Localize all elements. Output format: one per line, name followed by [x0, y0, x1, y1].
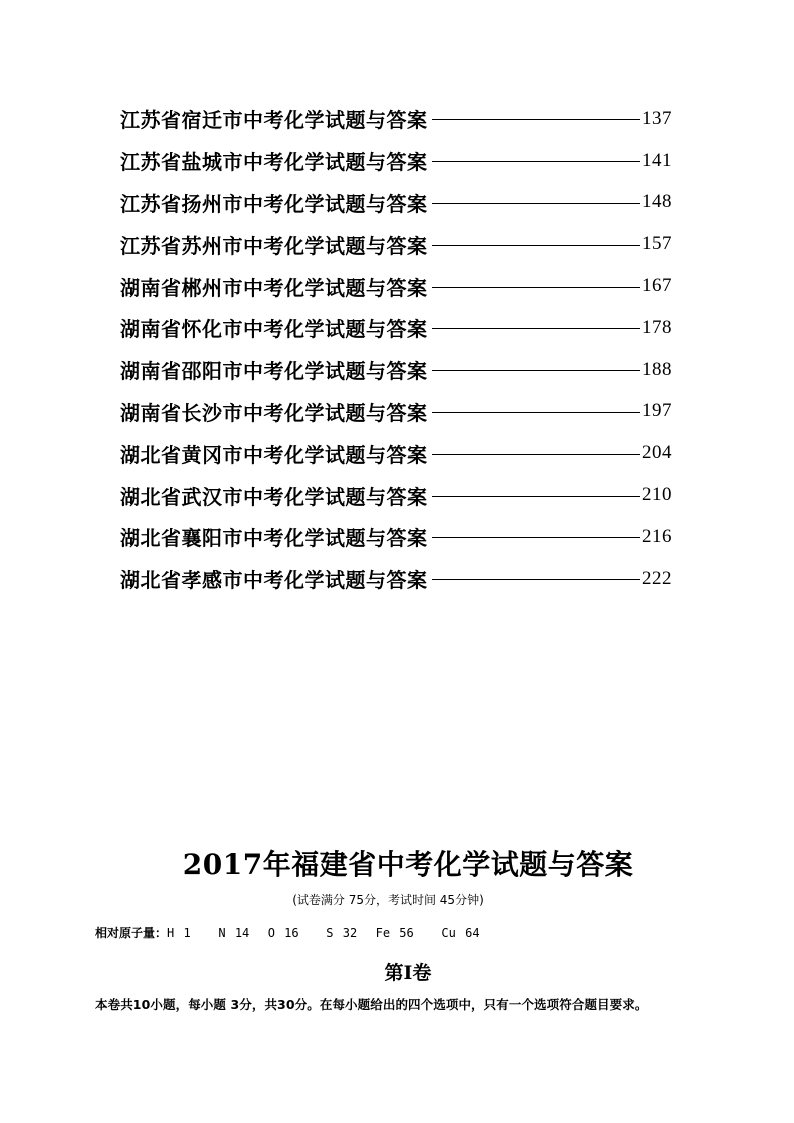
- toc-leader-line: [432, 245, 641, 246]
- toc-leader-line: [432, 537, 641, 538]
- toc-entry-page: 216: [642, 525, 672, 547]
- exam-title: 2017年福建省中考化学试题与答案: [182, 848, 634, 881]
- toc-entry: [120, 432, 680, 474]
- toc-entry-title: 江苏省盐城市中考化学试题与答案: [120, 150, 428, 175]
- toc-entry-title: 湖南省长沙市中考化学试题与答案: [120, 400, 428, 425]
- toc-leader-line: [432, 328, 641, 329]
- toc-leader-line: [432, 119, 641, 120]
- toc-leader-line: [432, 287, 641, 288]
- toc-entry-title: 湖南省邵阳市中考化学试题与答案: [120, 359, 428, 384]
- toc-entry-title: 湖南省怀化市中考化学试题与答案: [120, 317, 428, 342]
- toc-leader-line: [432, 161, 641, 162]
- toc-entry: [120, 474, 680, 516]
- toc-entry-page: 188: [642, 358, 672, 380]
- toc-entry: [120, 516, 680, 558]
- toc-entry-page: 204: [642, 442, 672, 464]
- toc-entry-title: 江苏省苏州市中考化学试题与答案: [120, 233, 428, 258]
- toc-entry: [120, 558, 680, 600]
- toc-leader-line: [432, 203, 641, 204]
- toc-entry-title: 湖北省襄阳市中考化学试题与答案: [120, 526, 428, 551]
- toc-entry-page: 178: [642, 316, 672, 338]
- toc-entry-page: 222: [642, 567, 672, 589]
- toc-entry: [120, 391, 680, 433]
- toc-entry-page: 167: [642, 275, 672, 297]
- toc-entry: [120, 307, 680, 349]
- toc-leader-line: [432, 496, 641, 497]
- toc-entry-title: 江苏省扬州市中考化学试题与答案: [120, 191, 428, 216]
- toc-entry-page: 141: [642, 149, 672, 171]
- toc-leader-line: [432, 454, 641, 455]
- section-instructions: 本卷共10小题，每小题 3分，共30分。在每小题给出的四个选项中，只有一个选项符合题目要求。: [95, 997, 648, 1012]
- toc-entry-title: 湖北省武汉市中考化学试题与答案: [120, 484, 428, 509]
- toc-entry-page: 137: [642, 107, 672, 129]
- toc-entry: [120, 140, 680, 182]
- toc-entry: [120, 265, 680, 307]
- toc-entry: [120, 98, 680, 140]
- toc-entry: [120, 182, 680, 224]
- toc-entry: [120, 223, 680, 265]
- atomic-mass-line: [95, 924, 480, 941]
- toc-entry-page: 210: [642, 484, 672, 506]
- toc-entry-page: 148: [642, 191, 672, 213]
- atomic-mass-values: H 1 N 14 O 16 S 32 Fe 56 Cu 64: [167, 926, 480, 940]
- toc-entry-page: 197: [642, 400, 672, 422]
- atomic-mass-label: 相对原子量：: [95, 926, 168, 940]
- toc-entry-title: 湖北省孝感市中考化学试题与答案: [120, 568, 428, 593]
- toc-leader-line: [432, 370, 641, 371]
- toc-leader-line: [432, 412, 641, 413]
- toc-leader-line: [432, 579, 641, 580]
- table-of-contents: [120, 98, 680, 600]
- toc-entry-title: 江苏省宿迁市中考化学试题与答案: [120, 108, 428, 133]
- toc-entry-title: 湖北省黄冈市中考化学试题与答案: [120, 442, 428, 467]
- volume-heading: 第Ⅰ卷: [384, 962, 432, 984]
- exam-subtitle: (试卷满分 75分，考试时间 45分钟): [292, 893, 484, 907]
- toc-entry-title: 湖南省郴州市中考化学试题与答案: [120, 275, 428, 300]
- toc-entry-page: 157: [642, 233, 672, 255]
- toc-entry: [120, 349, 680, 391]
